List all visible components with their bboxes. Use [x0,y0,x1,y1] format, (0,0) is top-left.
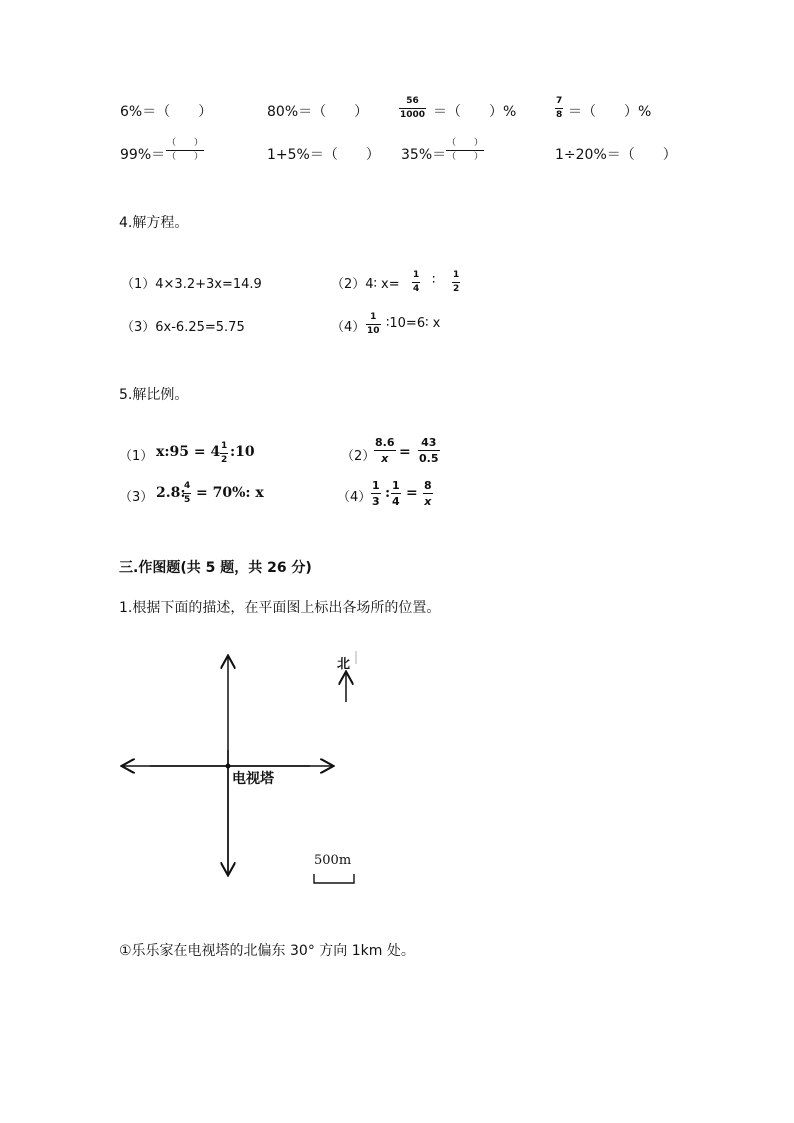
fraction-56-1000 [399,97,426,120]
fraction-8.6-x [374,437,396,464]
section-5-title: 5.解比例。 [119,387,189,403]
denominator: 8 [556,110,563,120]
numerator: 1 [370,312,377,322]
equals-sign: = [406,485,418,501]
tv-tower-point [226,764,231,769]
percent-item-35: 35%＝ [401,147,447,163]
section-4-title: 4.解方程。 [119,215,189,231]
proportion-3-label: （3） [119,490,154,505]
numerator: 1 [392,479,400,492]
scale-label: 500m [314,853,352,868]
proportion-2-label: （2） [341,449,376,464]
numerator-blank: （ ） [447,138,484,148]
numerator: 8 [424,479,432,492]
denominator: 2 [453,284,460,294]
proportion-4-label: （4） [337,490,372,505]
numerator: 1 [221,441,228,451]
numerator: 7 [556,96,563,106]
equation-3: （3）6x-6.25=5.75 [121,320,245,335]
equation-1: （1）4×3.2+3x=14.9 [121,277,262,292]
denominator: 3 [372,495,380,508]
fraction-4-5 [183,482,191,505]
percent-item-1-div-20: 1÷20%＝（ ） [555,147,677,163]
denominator-blank: （ ） [447,152,484,162]
proportion-3-right: = 70%: x [196,485,264,501]
numerator: 56 [406,96,419,106]
denominator: 10 [367,326,380,336]
numerator: 4 [184,481,191,491]
numerator-blank: （ ） [167,138,204,148]
numerator: 1 [453,270,460,280]
fraction-1-10 [366,313,381,336]
question-1-sub-1: ①乐乐家在电视塔的北偏东 30° 方向 1km 处。 [119,943,415,959]
equals-sign: = [399,444,411,460]
numerator: 8.6 [375,436,395,449]
denominator: 4 [413,284,420,294]
numerator: 1 [372,479,380,492]
proportion-1-left: x:95 = 4 [156,444,221,460]
denominator: 1000 [400,110,426,120]
blank-percent: ＝（ ）% [433,104,517,120]
ratio-colon: : [385,485,391,501]
equation-4-tail: ∶10=6∶ x [386,316,441,331]
fraction-8-x [423,480,433,507]
denominator: 5 [184,495,191,505]
fraction-1-4 [412,271,420,294]
denominator: 4 [392,495,400,508]
equation-4-lead: （4） [331,320,366,335]
percent-item-1-plus-5: 1+5%＝（ ） [267,147,380,163]
blank-fraction [166,139,204,162]
proportion-1-right: :10 [230,444,255,460]
ratio-colon: ∶ [432,273,436,288]
percent-item-6: 6%＝（ ） [120,104,213,120]
north-label: 北 [337,657,351,672]
percent-item-99: 99%＝ [120,147,166,163]
question-1-text: 1.根据下面的描述，在平面图上标出各场所的位置。 [119,600,441,616]
denominator-blank: （ ） [167,152,204,162]
numerator: 43 [421,436,437,449]
fraction-1-2 [452,271,460,294]
fraction-1-2 [220,442,228,465]
scale-bar [314,874,354,883]
denominator: x [424,495,432,508]
numerator: 1 [413,270,420,280]
fraction-1-3 [371,480,381,507]
blank-fraction [446,139,484,162]
percent-item-80: 80%＝（ ） [267,104,369,120]
proportion-3-left: 2.8: [156,485,186,501]
proportion-1-label: （1） [119,449,154,464]
fraction-1-4 [391,480,401,507]
fraction-43-0.5 [418,437,440,464]
blank-percent: ＝（ ）% [568,104,652,120]
denominator: 0.5 [419,452,439,465]
fraction-7-8 [555,97,563,120]
denominator: 2 [221,455,228,465]
tv-tower-label: 电视塔 [232,771,274,787]
section-3-heading: 三.作图题(共 5 题，共 26 分) [119,560,312,576]
denominator: x [381,452,389,465]
equation-2-lead: （2）4∶ x= [331,277,400,292]
